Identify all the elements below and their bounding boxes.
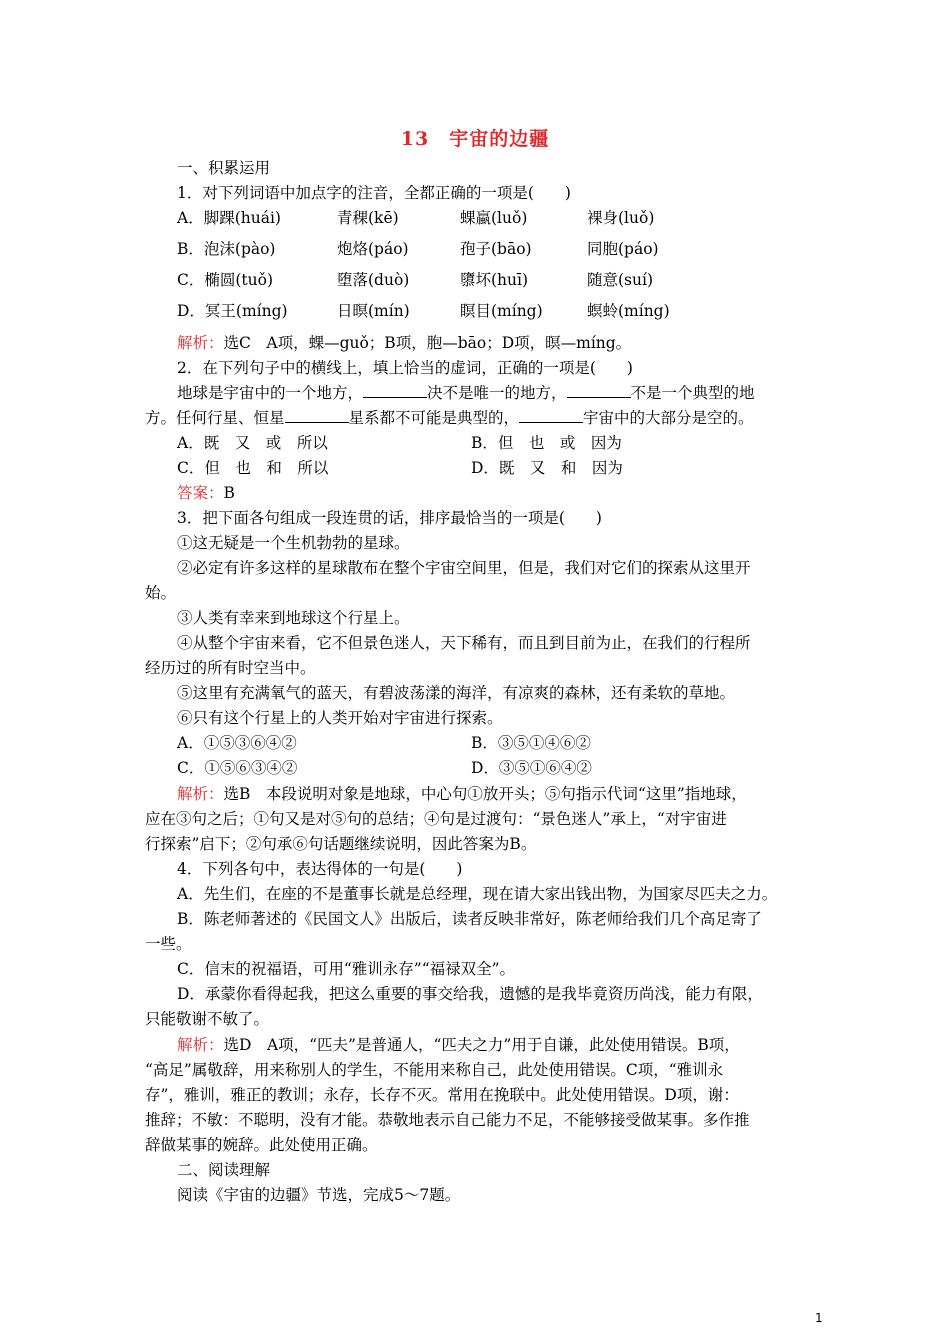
- question-2-stem: 2．在下列句子中的横线上，填上恰当的虚词，正确的一项是( ): [177, 359, 633, 377]
- q3-sentence-4a: ④从整个宇宙来看，它不但景色迷人，天下稀有，而且到目前为止，在我们的行程所: [177, 634, 751, 652]
- section-heading-2: 二、阅读理解: [177, 1161, 271, 1179]
- q4-option-c: C．信末的祝福语，可用“雅训永存”“福禄双全”。: [177, 960, 516, 978]
- q1-row-b-col4: 同胞(páo): [587, 240, 659, 258]
- q1-row-c-col4: 随意(suí): [587, 271, 653, 289]
- blank-line: [519, 408, 583, 423]
- q1-row-a-col4: 裸身(luǒ): [587, 209, 655, 227]
- q2-text-line-2: [145, 408, 754, 428]
- q2-text-1b: 决不是唯一的地方，: [427, 384, 567, 402]
- q1-row-d-col1: D．冥王(míng): [177, 302, 288, 320]
- q4-analysis-line-2: “高足”属敬辞，用来称别人的学生，不能用来称自己，此处使用错误。C项，“雅训永: [145, 1061, 724, 1079]
- q3-option-a: A．①⑤③⑥④②: [177, 734, 297, 752]
- q3-sentence-6: ⑥只有这个行星上的人类开始对宇宙进行探索。: [177, 709, 503, 727]
- q1-row-d-col3: 瞑目(míng): [460, 302, 543, 320]
- q1-row-b-col1: B．泡沫(pào): [177, 240, 276, 258]
- q2-text-1c: 不是一个典型的地: [630, 384, 755, 402]
- q3-analysis-line-2: 应在③句之后；①句又是对⑤句的总结；④句是过渡句：“景色迷人”承上，“对宇宙进: [145, 810, 727, 828]
- analysis-label: 解析：: [177, 334, 224, 352]
- q3-analysis-line-1: [145, 784, 747, 804]
- q2-answer: [145, 483, 235, 503]
- answer-text: B: [223, 484, 235, 502]
- section-heading: 一、积累运用: [177, 159, 271, 177]
- q4-analysis-line-5: 辞做某事的婉辞。此处使用正确。: [145, 1136, 378, 1154]
- blank-line: [567, 383, 631, 398]
- q3-sentence-2b: 始。: [145, 584, 177, 602]
- answer-label: 答案：: [177, 484, 224, 502]
- q2-text-2a: 方。任何行星、恒星: [145, 409, 285, 427]
- q4-option-b-line-1: B．陈老师著述的《民国文人》出版后，读者反映非常好，陈老师给我们几个高足寄了: [177, 910, 762, 928]
- q2-option-b: B．但 也 或 因为: [471, 434, 622, 452]
- q3-sentence-5: ⑤这里有充满氧气的蓝天，有碧波荡漾的海洋，有凉爽的森林，还有柔软的草地。: [177, 684, 736, 702]
- q2-text-1a: 地球是宇宙中的一个地方，: [177, 384, 364, 402]
- q4-option-d-line-2: 只能敬谢不敏了。: [145, 1010, 270, 1028]
- question-3-stem: 3．把下面各句组成一段连贯的话，排序最恰当的一项是( ): [177, 509, 602, 527]
- question-1-stem: 1．对下列词语中加点字的注音，全都正确的一项是( ): [177, 184, 571, 202]
- q1-row-c-col1: C．椭圆(tuǒ): [177, 271, 273, 289]
- q3-analysis-line-3: 行探索”启下；②句承⑥句话题继续说明，因此答案为B。: [145, 835, 537, 853]
- q3-sentence-3: ③人类有幸来到地球这个行星上。: [177, 609, 410, 627]
- q1-row-a-col3: 蜾蠃(luǒ): [460, 209, 528, 227]
- page-number: 1: [815, 1311, 823, 1325]
- analysis-text: 选C A项，蜾—guǒ；B项，胞—bāo；D项，暝—míng。: [223, 334, 632, 352]
- analysis-label: 解析：: [177, 1036, 224, 1054]
- q4-option-b-line-2: 一些。: [145, 935, 192, 953]
- analysis-text: 选B 本段说明对象是地球，中心句①放开头；⑤句指示代词“这里”指地球，: [223, 785, 747, 803]
- blank-line: [363, 383, 427, 398]
- q4-analysis-line-3: 存”，雅训，雅正的教训；永存，长存不灭。常用在挽联中。此处使用错误。D项，谢：: [145, 1086, 739, 1104]
- q1-row-c-col2: 堕落(duò): [337, 271, 410, 289]
- q2-option-c: C．但 也 和 所以: [177, 459, 329, 477]
- q3-option-b: B．③⑤①④⑥②: [471, 734, 591, 752]
- q3-option-c: C．①⑤⑥③④②: [177, 759, 298, 777]
- q2-text-2b: 星系都不可能是典型的，: [348, 409, 520, 427]
- q4-analysis-line-1: [145, 1035, 740, 1055]
- q2-option-a: A．既 又 或 所以: [177, 434, 328, 452]
- q2-text-line-1: [145, 383, 755, 403]
- analysis-text: 选D A项，“匹夫”是普通人，“匹夫之力”用于自谦，此处使用错误。B项，: [223, 1036, 740, 1054]
- q2-option-d: D．既 又 和 因为: [471, 459, 623, 477]
- q4-analysis-line-4: 推辞；不敏：不聪明，没有才能。恭敬地表示自己能力不足，不能够接受做某事。多作推: [145, 1111, 750, 1129]
- q2-text-2c: 宇宙中的大部分是空的。: [583, 409, 754, 427]
- q3-sentence-2a: ②必定有许多这样的星球散布在整个宇宙空间里，但是，我们对它们的探索从这里开: [177, 559, 751, 577]
- q1-row-b-col3: 孢子(bāo): [460, 240, 532, 258]
- q1-row-c-col3: 隳坏(huī): [460, 271, 529, 289]
- q1-row-a-col2: 青稞(kē): [337, 209, 399, 227]
- q1-row-d-col4: 螟蛉(míng): [587, 302, 670, 320]
- q3-sentence-1: ①这无疑是一个生机勃勃的星球。: [177, 534, 410, 552]
- q3-option-d: D．③⑤①⑥④②: [471, 759, 592, 777]
- q1-analysis: [145, 333, 631, 353]
- q4-option-d-line-1: D．承蒙你看得起我，把这么重要的事交给我，遗憾的是我毕竟资历尚浅，能力有限，: [177, 985, 763, 1003]
- analysis-label: 解析：: [177, 785, 224, 803]
- q1-row-d-col2: 日暝(mín): [337, 302, 410, 320]
- question-4-stem: 4．下列各句中，表达得体的一句是( ): [177, 860, 463, 878]
- q4-option-a: A．先生们，在座的不是董事长就是总经理，现在请大家出钱出物，为国家尽匹夫之力。: [177, 885, 778, 903]
- q1-row-a-col1: A．脚踝(huái): [177, 209, 281, 227]
- reading-instruction: 阅读《宇宙的边疆》节选，完成5～7题。: [177, 1186, 461, 1204]
- page-title: 13 宇宙的边疆: [400, 128, 550, 150]
- q3-sentence-4b: 经历过的所有时空当中。: [145, 659, 316, 677]
- blank-line: [285, 408, 349, 423]
- q1-row-b-col2: 炮烙(páo): [337, 240, 409, 258]
